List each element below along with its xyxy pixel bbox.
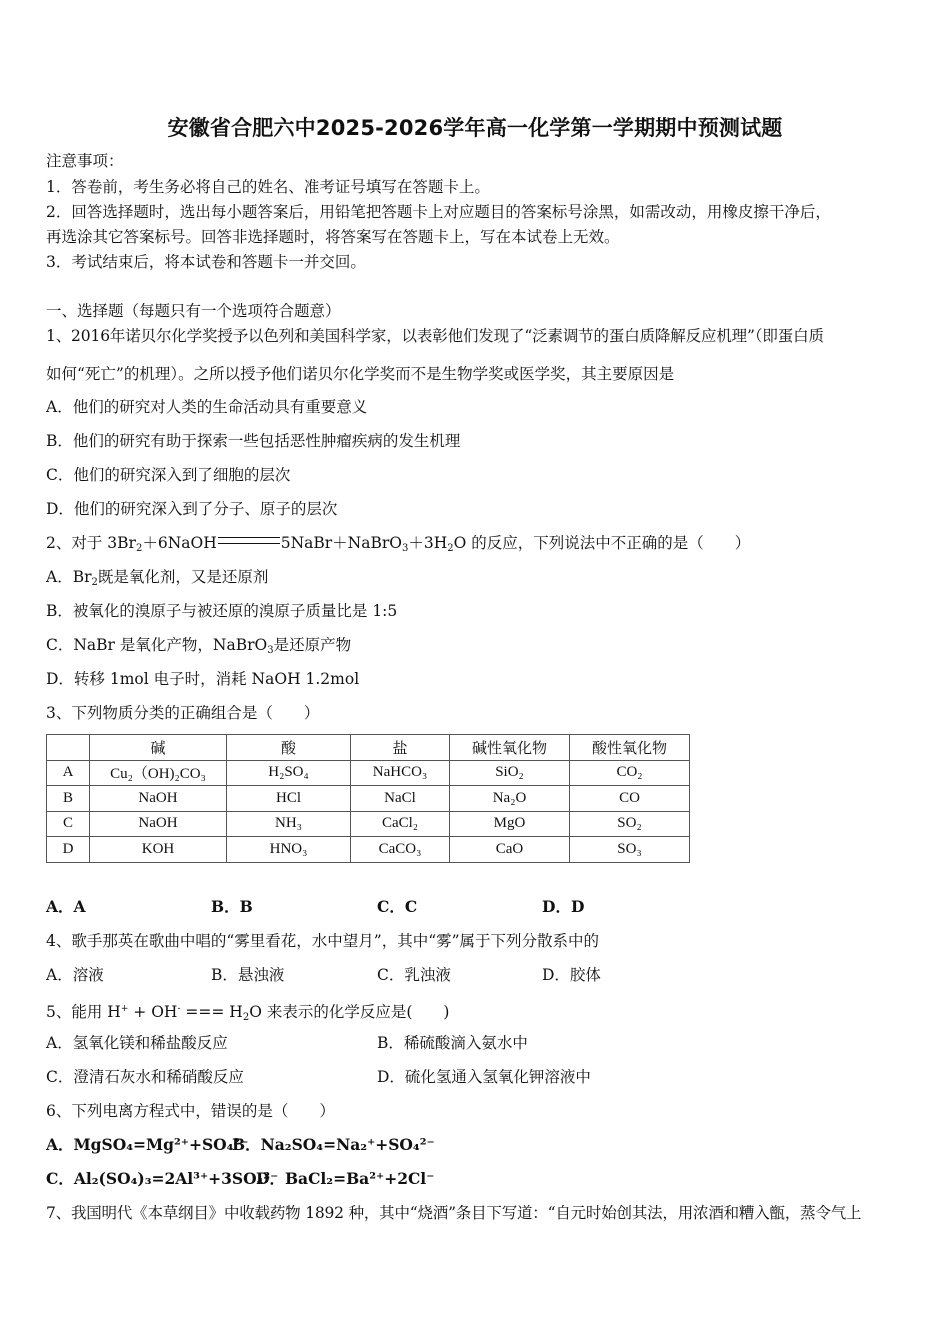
q1-option-c: C．他们的研究深入到了细胞的层次 xyxy=(46,466,291,484)
table-cell: SO₃ xyxy=(570,837,690,863)
table-cell: HCl xyxy=(227,786,351,812)
notice-item-2b: 再选涂其它答案标号。回答非选择题时，将答案写在答题卡上，写在本试卷上无效。 xyxy=(46,228,620,246)
table-cell: NaCl xyxy=(351,786,450,812)
notice-heading: 注意事项： xyxy=(46,152,124,170)
q5-stem-sup: - xyxy=(177,1004,181,1014)
q2-option-a-sub: 2 xyxy=(91,577,98,588)
table-cell: Cu₂（OH)₂CO₃ xyxy=(90,760,227,786)
table-cell: NaOH xyxy=(90,811,227,837)
table-cell: HNO₃ xyxy=(227,837,351,863)
table-header-cell: 酸 xyxy=(227,735,351,761)
q5-option-b: B．稀硫酸滴入氨水中 xyxy=(377,1034,528,1052)
table-header-cell: 盐 xyxy=(351,735,450,761)
table-row xyxy=(47,837,690,863)
q1-stem-b: 如何“死亡”的机理）。之所以授予他们诺贝尔化学奖而不是生物学奖或医学奖，其主要原因是 xyxy=(46,365,675,383)
notice-item-1: 1．答卷前，考生务必将自己的姓名、准考证号填写在答题卡上。 xyxy=(46,178,490,196)
q4-option-a: A．溶液 xyxy=(46,966,104,984)
q6-option-d: D．BaCl₂=Ba²⁺+2Cl⁻ xyxy=(256,1169,435,1188)
q2-stem-part: ＋3H xyxy=(408,534,448,552)
q2-option-d: D．转移 1mol 电子时，消耗 NaOH 1.2mol xyxy=(46,670,360,688)
table-cell: D xyxy=(47,837,90,863)
q2-stem-sub: 3 xyxy=(402,543,409,554)
classification-table xyxy=(46,734,690,863)
table-row xyxy=(47,760,690,786)
table-cell: SO₂ xyxy=(570,811,690,837)
table-row xyxy=(47,811,690,837)
section-heading: 一、选择题（每题只有一个选项符合题意） xyxy=(46,302,341,320)
q2-option-a xyxy=(46,567,268,593)
q2-option-b: B．被氧化的溴原子与被还原的溴原子质量比是 1:5 xyxy=(46,602,398,620)
q2-stem-sub: 2 xyxy=(447,543,454,554)
q2-stem-part: O 的反应，下列说法中不正确的是（ ） xyxy=(453,534,751,552)
q5-stem-part: 5、能用 H xyxy=(46,1003,121,1021)
table-cell: H₂SO₄ xyxy=(227,760,351,786)
q2-option-a-text: A．Br xyxy=(46,568,92,586)
q6-stem: 6、下列电离方程式中，错误的是（ ） xyxy=(46,1102,335,1120)
q2-option-c-text: 是还原产物 xyxy=(273,636,352,654)
q5-option-a: A．氢氧化镁和稀盐酸反应 xyxy=(46,1034,228,1052)
table-cell: NaHCO₃ xyxy=(351,760,450,786)
q3-option-c: C．C xyxy=(377,897,418,916)
q2-stem-sub: 2 xyxy=(135,543,143,554)
q4-option-c: C．乳浊液 xyxy=(377,966,451,984)
q2-option-a-text: 既是氧化剂，又是还原剂 xyxy=(97,568,269,586)
q2-stem-part: 5NaBr＋NaBrO xyxy=(280,534,402,552)
table-cell: NaOH xyxy=(90,786,227,812)
q5-stem-part: === H xyxy=(180,1003,243,1021)
notice-item-2a: 2．回答选择题时，选出每小题答案后，用铅笔把答题卡上对应题目的答案标号涂黑，如需改动，用橡皮擦干净后， xyxy=(46,203,831,221)
q2-stem-part: ＋6NaOH xyxy=(142,534,217,552)
table-cell: B xyxy=(47,786,90,812)
table-cell: Na₂O xyxy=(450,786,570,812)
q1-option-b: B．他们的研究有助于探索一些包括恶性肿瘤疾病的发生机理 xyxy=(46,432,461,450)
q6-option-a: A．MgSO₄=Mg²⁺+SO₄²⁻ xyxy=(46,1135,249,1154)
table-cell: MgO xyxy=(450,811,570,837)
table-header-cell: 酸性氧化物 xyxy=(570,735,690,761)
q5-stem xyxy=(46,999,449,1028)
table-cell: CaCO₃ xyxy=(351,837,450,863)
q4-option-b: B．悬浊液 xyxy=(211,966,285,984)
table-cell: CO xyxy=(570,786,690,812)
table-cell: SiO₂ xyxy=(450,760,570,786)
equation-equals-sign xyxy=(218,537,280,544)
q5-stem-part: O 来表示的化学反应是( ) xyxy=(249,1003,450,1021)
page-title: 安徽省合肥六中2025-2026学年高一化学第一学期期中预测试题 xyxy=(167,116,783,140)
q4-stem: 4、歌手那英在歌曲中唱的“雾里看花，水中望月”，其中“雾”属于下列分散系中的 xyxy=(46,932,600,950)
q5-option-d: D．硫化氢通入氢氧化钾溶液中 xyxy=(377,1068,591,1086)
q3-stem: 3、下列物质分类的正确组合是（ ） xyxy=(46,704,320,722)
q5-stem-sup: + xyxy=(120,1004,129,1014)
q5-stem-part: + OH xyxy=(128,1003,178,1021)
q2-option-c-text: C．NaBr 是氧化产物，NaBrO xyxy=(46,636,268,654)
q1-option-a: A．他们的研究对人类的生命活动具有重要意义 xyxy=(46,398,368,416)
q2-option-c-sub: 3 xyxy=(267,645,274,656)
table-cell: C xyxy=(47,811,90,837)
q2-stem xyxy=(46,533,750,559)
q1-stem-a: 1、2016年诺贝尔化学奖授予以色列和美国科学家，以表彰他们发现了“泛素调节的蛋白质降解反应机理”（即蛋白质 xyxy=(46,327,824,345)
q6-option-c: C．Al₂(SO₄)₃=2Al³⁺+3SO₄²⁻ xyxy=(46,1169,279,1188)
q3-option-d: D．D xyxy=(542,897,585,916)
q1-option-d: D．他们的研究深入到了分子、原子的层次 xyxy=(46,500,338,518)
q7-stem: 7、我国明代《本草纲目》中收载药物 1892 种，其中“烧酒”条目下写道：“自元时始创其法，用浓酒和糟入甑，蒸令气上 xyxy=(46,1204,862,1222)
q5-stem-sub: 2 xyxy=(242,1012,250,1023)
table-cell: CO₂ xyxy=(570,760,690,786)
q2-stem-part: 2、对于 3Br xyxy=(46,534,136,552)
table-header-cell xyxy=(47,735,90,761)
q3-option-b: B．B xyxy=(211,897,253,916)
table-header-row xyxy=(47,735,690,761)
q4-option-d: D．胶体 xyxy=(542,966,601,984)
q2-option-c xyxy=(46,635,351,661)
q5-option-c: C．澄清石灰水和稀硝酸反应 xyxy=(46,1068,244,1086)
q6-option-b: B．Na₂SO₄=Na₂⁺+SO₄²⁻ xyxy=(232,1135,435,1154)
table-header-cell: 碱 xyxy=(90,735,227,761)
table-cell: KOH xyxy=(90,837,227,863)
table-row xyxy=(47,786,690,812)
table-cell: CaCl₂ xyxy=(351,811,450,837)
q3-option-a: A．A xyxy=(46,897,86,916)
table-cell: A xyxy=(47,760,90,786)
table-cell: CaO xyxy=(450,837,570,863)
table-cell: NH₃ xyxy=(227,811,351,837)
notice-item-3: 3．考试结束后，将本试卷和答题卡一并交回。 xyxy=(46,253,366,271)
table-header-cell: 碱性氧化物 xyxy=(450,735,570,761)
